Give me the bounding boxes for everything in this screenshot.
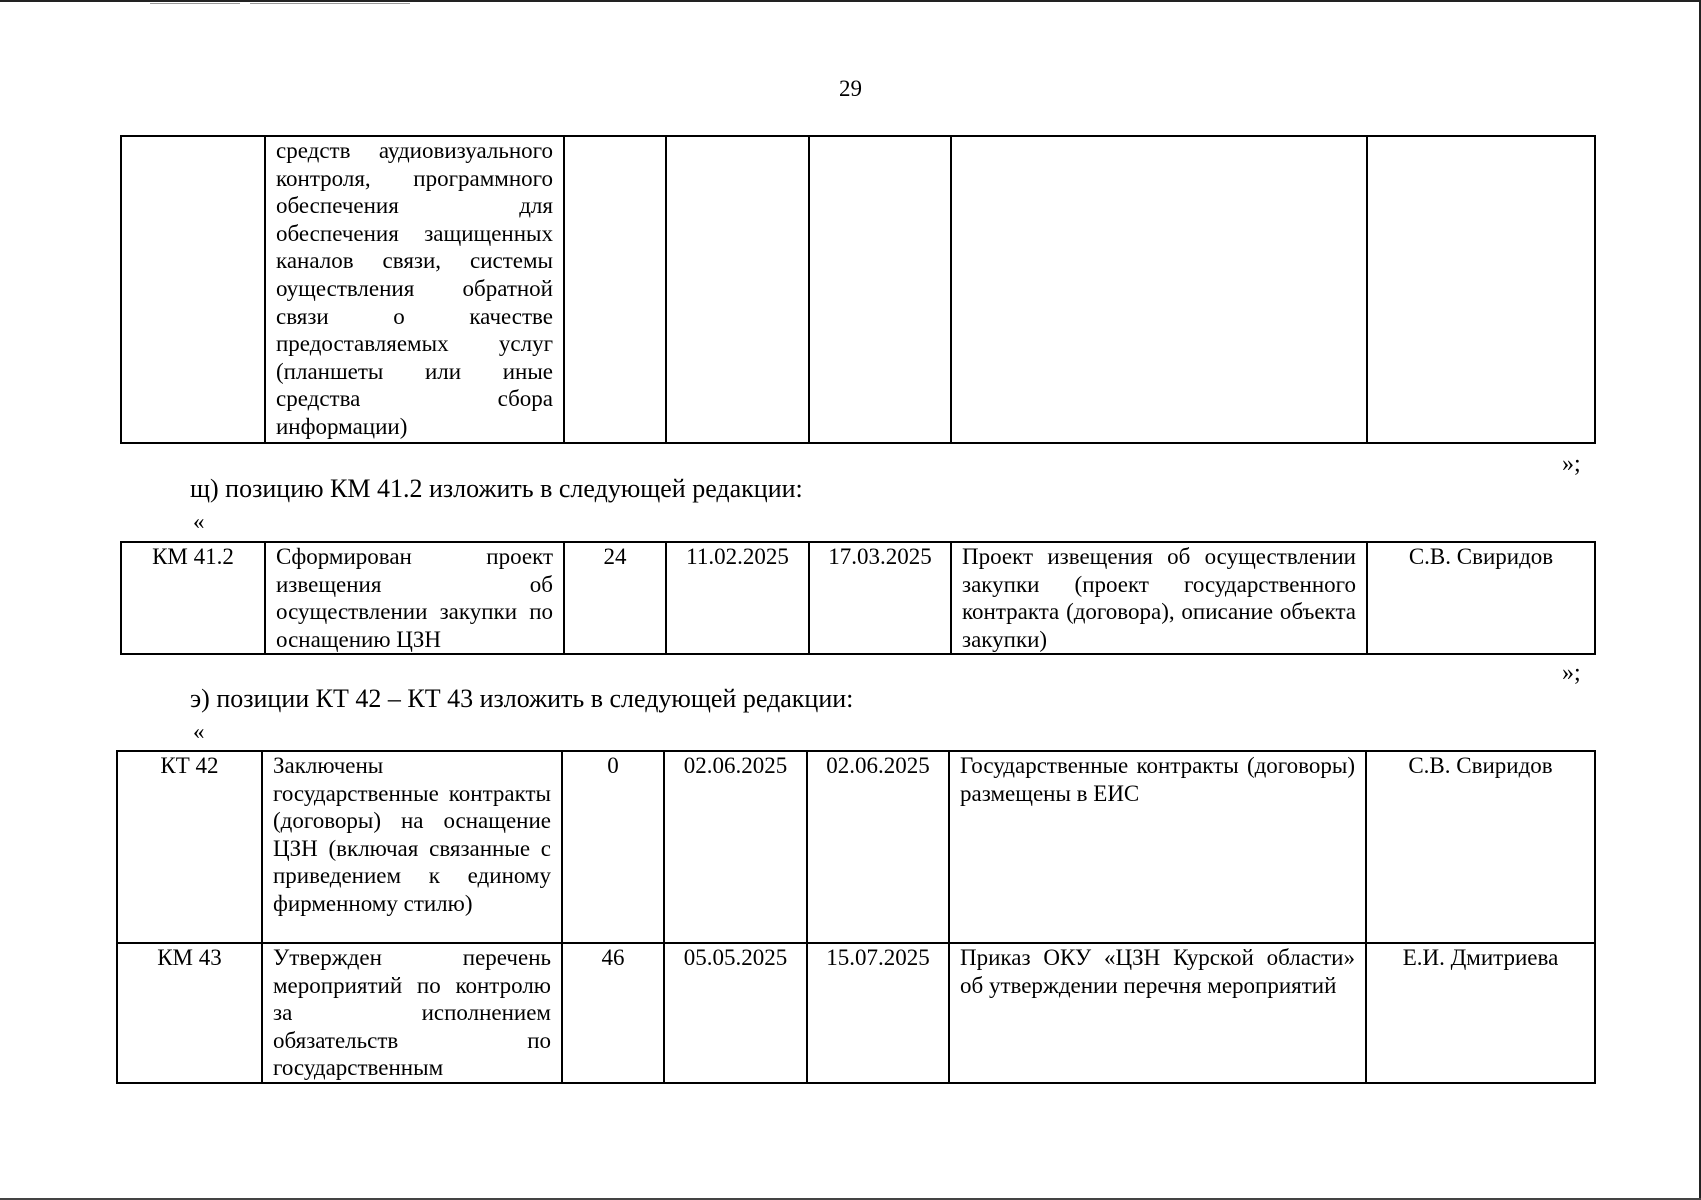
km-41-2-table <box>120 541 1596 655</box>
description-cell: Заключены государственные контракты (договоры) на оснащение ЦЗН (включая связанные с приведением к единому фирменному стилю) <box>262 751 562 943</box>
code-cell: КМ 41.2 <box>121 542 265 654</box>
result-cell: Государственные контракты (договоры) размещены в ЕИС <box>949 751 1366 943</box>
end-date-cell <box>809 136 951 443</box>
duration-cell: 24 <box>564 542 666 654</box>
duration-cell <box>564 136 666 443</box>
kt-42-43-table <box>116 750 1596 1084</box>
result-cell: Приказ ОКУ «ЦЗН Курской области» об утверждении перечня мероприятий <box>949 943 1366 1083</box>
continuation-table <box>120 135 1596 444</box>
end-date-cell: 02.06.2025 <box>807 751 949 943</box>
scan-artifact <box>150 3 240 4</box>
responsible-cell <box>1367 136 1595 443</box>
responsible-cell: С.В. Свиридов <box>1366 751 1595 943</box>
end-date-cell: 15.07.2025 <box>807 943 949 1083</box>
start-date-cell: 11.02.2025 <box>666 542 809 654</box>
table-row <box>117 943 1595 1083</box>
opening-quote: « <box>193 719 205 744</box>
duration-cell: 46 <box>562 943 664 1083</box>
end-date-cell: 17.03.2025 <box>809 542 951 654</box>
code-cell: КТ 42 <box>117 751 262 943</box>
start-date-cell <box>666 136 809 443</box>
page-edge-top <box>0 0 1701 2</box>
description-cell: Утвержден перечень мероприятий по контролю за исполнением обязательств по государственным <box>262 943 562 1083</box>
amendment-instruction: щ) позицию КМ 41.2 изложить в следующей редакции: <box>190 474 803 503</box>
start-date-cell: 02.06.2025 <box>664 751 807 943</box>
table-row <box>121 136 1595 443</box>
result-cell: Проект извещения об осуществлении закупки (проект государственного контракта (договора), описание объекта закупки) <box>951 542 1367 654</box>
result-cell <box>951 136 1367 443</box>
code-cell: КМ 43 <box>117 943 262 1083</box>
code-cell <box>121 136 265 443</box>
closing-quote: »; <box>1562 660 1581 686</box>
description-cell: средств аудиовизуального контроля, программного обеспечения для обеспечения защищенных каналов связи, системы оуществления обратной связи о качестве предоставляемых услуг (планшеты или иные средства сбора информации) <box>265 136 564 443</box>
responsible-cell: С.В. Свиридов <box>1367 542 1595 654</box>
duration-cell: 0 <box>562 751 664 943</box>
page-number: 29 <box>839 76 862 101</box>
responsible-cell: Е.И. Дмитриева <box>1366 943 1595 1083</box>
scan-artifact <box>250 3 410 4</box>
start-date-cell: 05.05.2025 <box>664 943 807 1083</box>
table-row <box>121 542 1595 654</box>
table-row <box>117 751 1595 943</box>
opening-quote: « <box>193 509 205 534</box>
closing-quote: »; <box>1562 451 1581 477</box>
description-cell: Сформирован проект извещения об осуществлении закупки по оснащению ЦЗН <box>265 542 564 654</box>
amendment-instruction: э) позиции КТ 42 – КТ 43 изложить в следующей редакции: <box>190 684 854 713</box>
